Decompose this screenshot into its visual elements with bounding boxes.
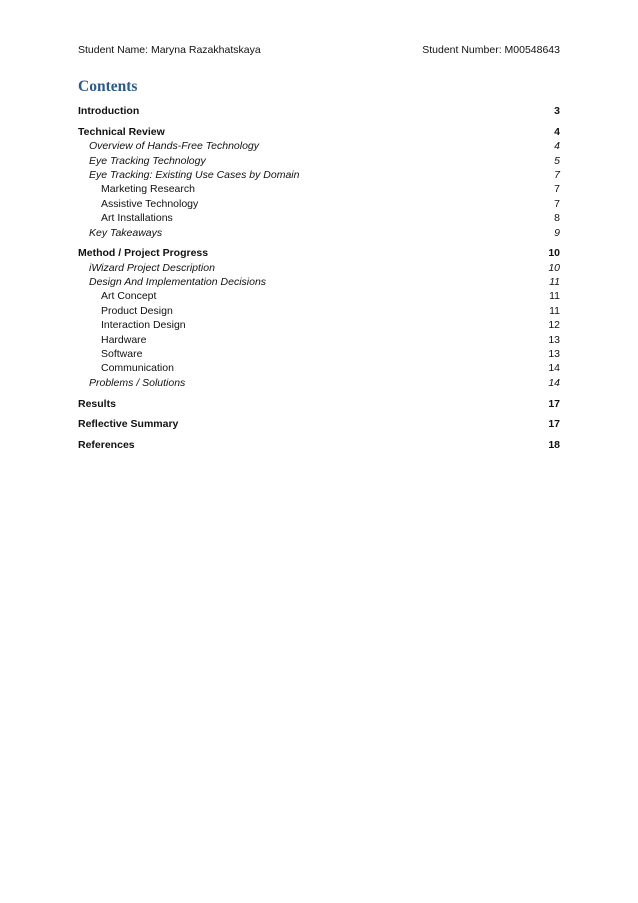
toc-entry[interactable] <box>78 333 560 347</box>
student-name: Student Name: Maryna Razakhatskaya <box>78 44 261 56</box>
toc-entry[interactable] <box>78 438 560 452</box>
toc-entry-label: Key Takeaways <box>89 226 163 239</box>
toc-entry[interactable] <box>78 226 560 240</box>
toc-entry-page: 18 <box>548 439 560 452</box>
toc-entry[interactable] <box>78 261 560 275</box>
toc-entry[interactable] <box>78 182 560 196</box>
toc-entry-page: 14 <box>548 362 560 375</box>
toc-entry-page: 17 <box>548 418 560 431</box>
toc-entry[interactable] <box>78 125 560 139</box>
toc-entry-label: Technical Review <box>78 125 165 138</box>
toc-entry[interactable] <box>78 275 560 289</box>
toc-entry[interactable] <box>78 139 560 153</box>
toc-entry-label: Art Concept <box>101 290 157 303</box>
toc-entry[interactable] <box>78 197 560 211</box>
toc-entry-page: 10 <box>548 261 560 274</box>
toc-entry[interactable] <box>78 104 560 118</box>
toc-entry-label: Software <box>101 348 143 361</box>
toc-entry-page: 8 <box>554 212 560 225</box>
toc-entry-page: 17 <box>548 397 560 410</box>
toc-entry-label: iWizard Project Description <box>89 261 215 274</box>
toc-entry-label: Eye Tracking Technology <box>89 154 206 167</box>
toc-entry-label: Interaction Design <box>101 319 186 332</box>
toc-entry-page: 13 <box>548 348 560 361</box>
toc-entry-label: Introduction <box>78 105 140 117</box>
toc-entry-label: Results <box>78 397 116 410</box>
toc-entry-label: Overview of Hands-Free Technology <box>89 140 260 153</box>
toc-entry-label: References <box>78 439 135 452</box>
toc-entry[interactable] <box>78 376 560 390</box>
toc-entry-page: 3 <box>554 105 560 117</box>
toc-entry-page: 5 <box>554 154 560 167</box>
toc-entry-label: Hardware <box>101 333 147 346</box>
toc-entry-page: 12 <box>548 319 560 332</box>
toc-entry-page: 7 <box>554 183 560 196</box>
toc-entry[interactable] <box>78 318 560 332</box>
toc-entry[interactable] <box>78 154 560 168</box>
toc-entry-page: 4 <box>554 140 560 153</box>
toc-entry-label: Problems / Solutions <box>89 376 186 389</box>
toc-entry-label: Design And Implementation Decisions <box>89 276 267 289</box>
toc-entry[interactable] <box>78 246 560 260</box>
toc-entry-page: 4 <box>554 125 560 138</box>
toc-entry[interactable] <box>78 417 560 431</box>
page-header <box>78 44 560 60</box>
toc-entry-label: Reflective Summary <box>78 418 179 431</box>
student-number: Student Number: M00548643 <box>422 44 560 56</box>
toc-entry-page: 11 <box>549 290 560 303</box>
toc-entry[interactable] <box>78 304 560 318</box>
toc-entry-label: Communication <box>101 362 174 375</box>
toc-entry[interactable] <box>78 168 560 182</box>
toc-entry-label: Eye Tracking: Existing Use Cases by Domain <box>89 168 300 181</box>
toc-entry[interactable] <box>78 397 560 411</box>
toc-entry-label: Marketing Research <box>101 183 195 196</box>
toc-entry-page: 7 <box>554 168 560 181</box>
toc-entry-label: Art Installations <box>101 212 173 225</box>
toc-entry[interactable] <box>78 211 560 225</box>
toc-entry-page: 7 <box>554 197 560 210</box>
toc-entry-page: 14 <box>548 376 560 389</box>
toc-entry-page: 11 <box>549 304 560 317</box>
toc-entry-page: 10 <box>548 247 560 260</box>
toc-entry-label: Method / Project Progress <box>78 247 209 260</box>
toc-entry-label: Product Design <box>101 304 173 317</box>
table-of-contents <box>78 104 560 453</box>
toc-entry-label: Assistive Technology <box>101 197 199 210</box>
toc-entry-page: 9 <box>554 226 560 239</box>
toc-entry-page: 13 <box>548 333 560 346</box>
toc-entry-page: 11 <box>549 276 560 289</box>
toc-entry[interactable] <box>78 347 560 361</box>
toc-entry[interactable] <box>78 289 560 303</box>
toc-title: Contents <box>78 78 138 95</box>
toc-entry[interactable] <box>78 361 560 375</box>
